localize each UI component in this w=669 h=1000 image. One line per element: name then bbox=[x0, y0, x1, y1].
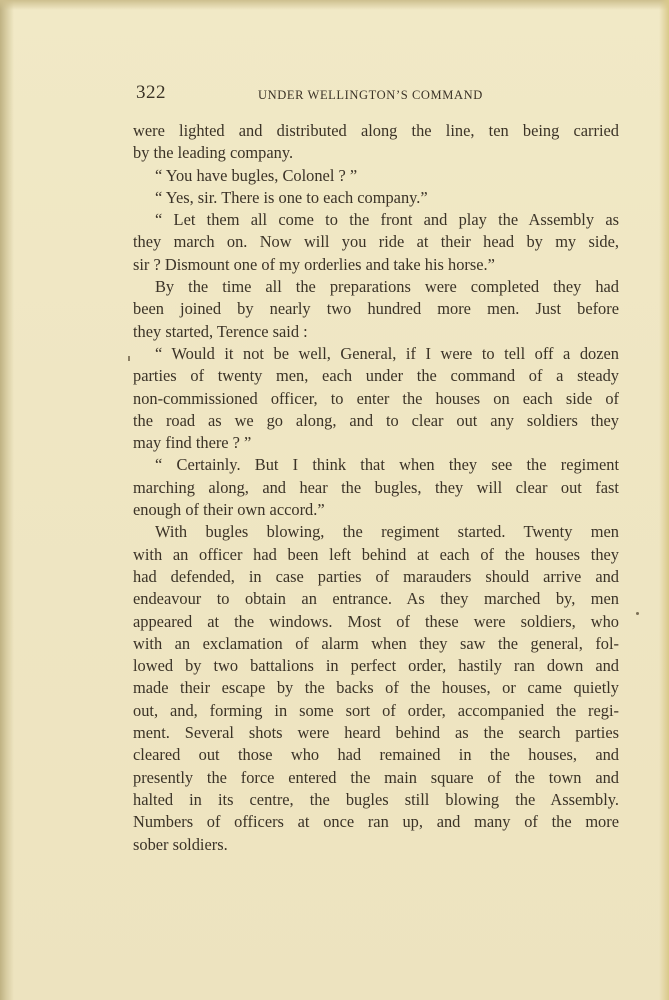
text-line: “ Certainly. But I think that when they see the regiment bbox=[155, 455, 619, 475]
text-line: sir ? Dismount one of my orderlies and take his horse.” bbox=[133, 254, 495, 274]
text-line: made their escape by the backs of the houses, or came quietly bbox=[133, 678, 619, 698]
text-line: were lighted and distributed along the line, ten being carried bbox=[133, 121, 619, 140]
text-line: Numbers of officers at once ran up, and many of the more bbox=[133, 812, 619, 832]
text-line: they march on. Now will you ride at their head by my side, bbox=[133, 232, 619, 252]
right-page-edge bbox=[659, 0, 669, 1000]
text-line: “ Let them all come to the front and play the Assembly as bbox=[155, 210, 619, 230]
text-line: parties of twenty men, each under the command of a steady bbox=[133, 366, 619, 386]
body-text bbox=[133, 120, 619, 856]
text-line: out, and, forming in some sort of order, accompanied the regi- bbox=[133, 700, 619, 720]
text-line: had defended, in case parties of marauders should arrive and bbox=[133, 566, 619, 586]
text-line: halted in its centre, the bugles still blowing the Assembly. bbox=[133, 789, 619, 809]
text-line: may find there ? ” bbox=[133, 433, 252, 453]
text-line: sober soldiers. bbox=[133, 834, 228, 854]
paper-speck bbox=[128, 356, 130, 361]
text-line: lowed by two battalions in perfect order, hastily ran down and bbox=[133, 656, 619, 676]
text-line: enough of their own accord.” bbox=[133, 500, 325, 520]
gutter-shadow bbox=[0, 0, 14, 1000]
text-line: With bugles blowing, the regiment started. Twenty men bbox=[155, 522, 619, 542]
text-line: been joined by nearly two hundred more men. Just before bbox=[133, 299, 619, 319]
text-line: “ Would it not be well, General, if I were to tell off a dozen bbox=[155, 343, 619, 363]
page-number: 322 bbox=[136, 82, 166, 103]
text-line: “ Yes, sir. There is one to each company.” bbox=[155, 187, 428, 207]
top-edge-shadow bbox=[0, 0, 669, 10]
text-line: presently the force entered the main square of the town and bbox=[133, 767, 619, 787]
text-line: the road as we go along, and to clear out any soldiers they bbox=[133, 410, 619, 430]
text-line: marching along, and hear the bugles, they will clear out fast bbox=[133, 477, 619, 497]
text-line: appeared at the windows. Most of these were soldiers, who bbox=[133, 611, 619, 631]
running-title: UNDER WELLINGTON’S COMMAND bbox=[258, 88, 483, 102]
text-line: they started, Terence said : bbox=[133, 321, 308, 341]
text-line: with an officer had been left behind at each of the houses they bbox=[133, 544, 619, 564]
text-line: By the time all the preparations were completed they had bbox=[155, 277, 619, 297]
paper-speck bbox=[636, 612, 639, 615]
text-line: endeavour to obtain an entrance. As they marched by, men bbox=[133, 589, 619, 609]
text-line: cleared out those who had remained in the houses, and bbox=[133, 745, 619, 765]
text-line: ment. Several shots were heard behind as the search parties bbox=[133, 723, 619, 743]
text-line: with an exclamation of alarm when they saw the general, fol- bbox=[133, 633, 619, 653]
text-line: “ You have bugles, Colonel ? ” bbox=[155, 165, 358, 185]
text-line: non-commissioned officer, to enter the houses on each side of bbox=[133, 388, 619, 408]
text-line: by the leading company. bbox=[133, 143, 294, 163]
